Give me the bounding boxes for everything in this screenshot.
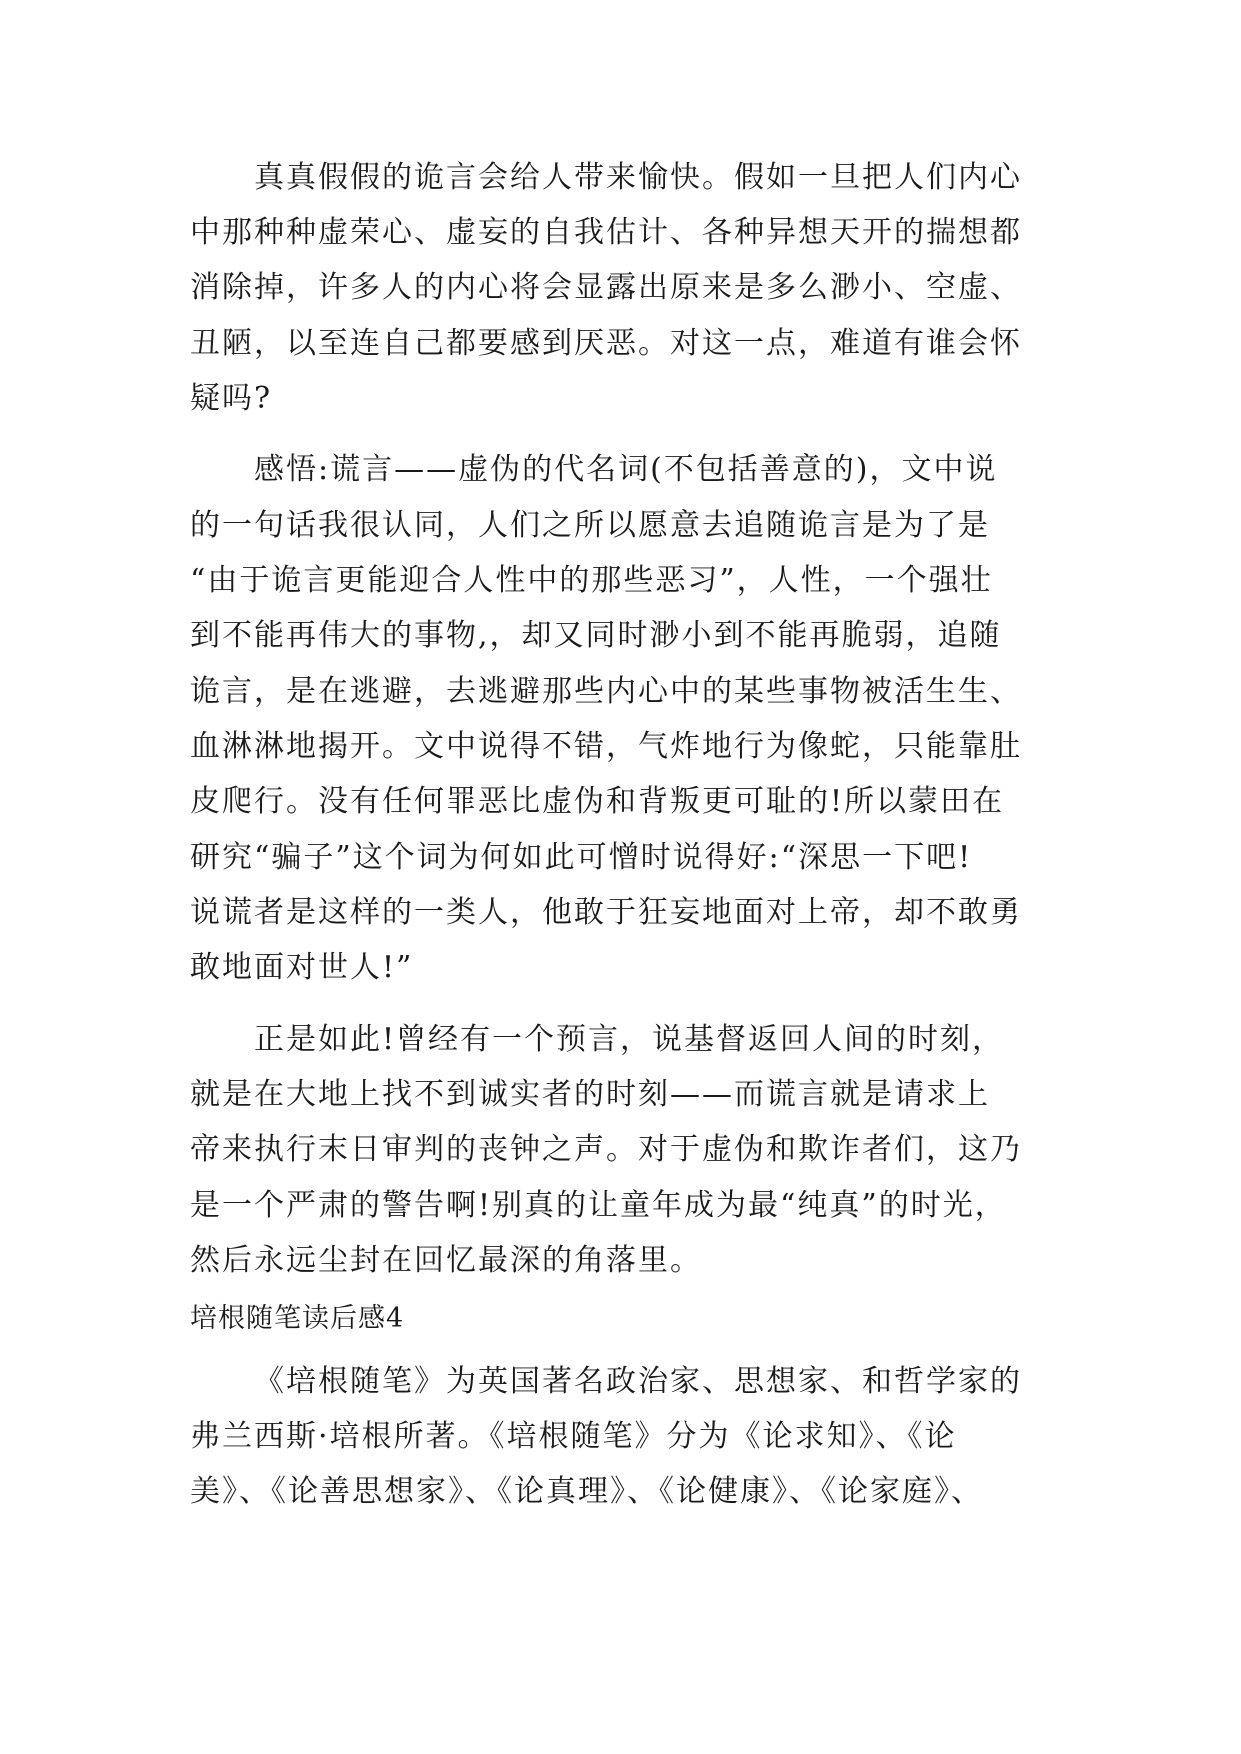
text-line: 然后永远尘封在回忆最深的角落里。 bbox=[190, 1243, 702, 1278]
text-line: 血淋淋地揭开。文中说得不错，气炸地行为像蛇，只能靠肚 bbox=[190, 729, 1022, 764]
text-line: 皮爬行。没有任何罪恶比虚伪和背叛更可耻的!所以蒙田在 bbox=[190, 784, 1005, 819]
section-heading: 培根随笔读后感4 bbox=[190, 1303, 405, 1334]
text-line: 说谎者是这样的一类人，他敢于狂妄地面对上帝，却不敢勇 bbox=[190, 895, 1022, 930]
text-line: 消除掉，许多人的内心将会显露出原来是多么渺小、空虚、 bbox=[190, 270, 1022, 305]
text-line: 是一个严肃的警告啊!别真的让童年成为最“纯真”的时光， bbox=[190, 1188, 1007, 1223]
text-line: 美》、《论善思想家》、《论真理》、《论健康》、《论家庭》、 bbox=[190, 1474, 983, 1509]
text-line: 诡言，是在逃避，去逃避那些内心中的某些事物被活生生、 bbox=[190, 674, 1022, 709]
text-line: 到不能再伟大的事物,，却又同时渺小到不能再脆弱，追随 bbox=[190, 618, 1002, 653]
text-line: 真真假假的诡言会给人带来愉快。假如一旦把人们内心 bbox=[254, 160, 1022, 195]
text-line: 研究“骗子”这个词为何如此可憎时说得好:“深思一下吧! bbox=[190, 840, 973, 875]
text-line: 就是在大地上找不到诚实者的时刻——而谎言就是请求上 bbox=[190, 1077, 990, 1112]
text-line: 的一句话我很认同，人们之所以愿意去追随诡言是为了是 bbox=[190, 508, 990, 543]
text-line: 帝来执行末日审判的丧钟之声。对于虚伪和欺诈者们，这乃 bbox=[190, 1132, 1022, 1167]
text-line: 《培根随笔》为英国著名政治家、思想家、和哲学家的 bbox=[254, 1364, 1022, 1399]
text-line: 弗兰西斯·培根所著。《培根随笔》分为《论求知》、《论 bbox=[190, 1419, 957, 1454]
text-line: 感悟:谎言——虚伪的代名词(不包括善意的)，文中说 bbox=[254, 452, 998, 487]
text-line: 丑陋，以至连自己都要感到厌恶。对这一点，难道有谁会怀 bbox=[190, 326, 1022, 361]
text-line: 中那种种虚荣心、虚妄的自我估计、各种异想天开的揣想都 bbox=[190, 215, 1022, 250]
text-line: 敢地面对世人!” bbox=[190, 950, 414, 985]
text-line: “由于诡言更能迎合人性中的那些恶习”，人性，一个强壮 bbox=[190, 563, 993, 598]
text-line: 正是如此!曾经有一个预言，说基督返回人间的时刻， bbox=[254, 1022, 1005, 1057]
text-line: 疑吗? bbox=[190, 381, 273, 416]
